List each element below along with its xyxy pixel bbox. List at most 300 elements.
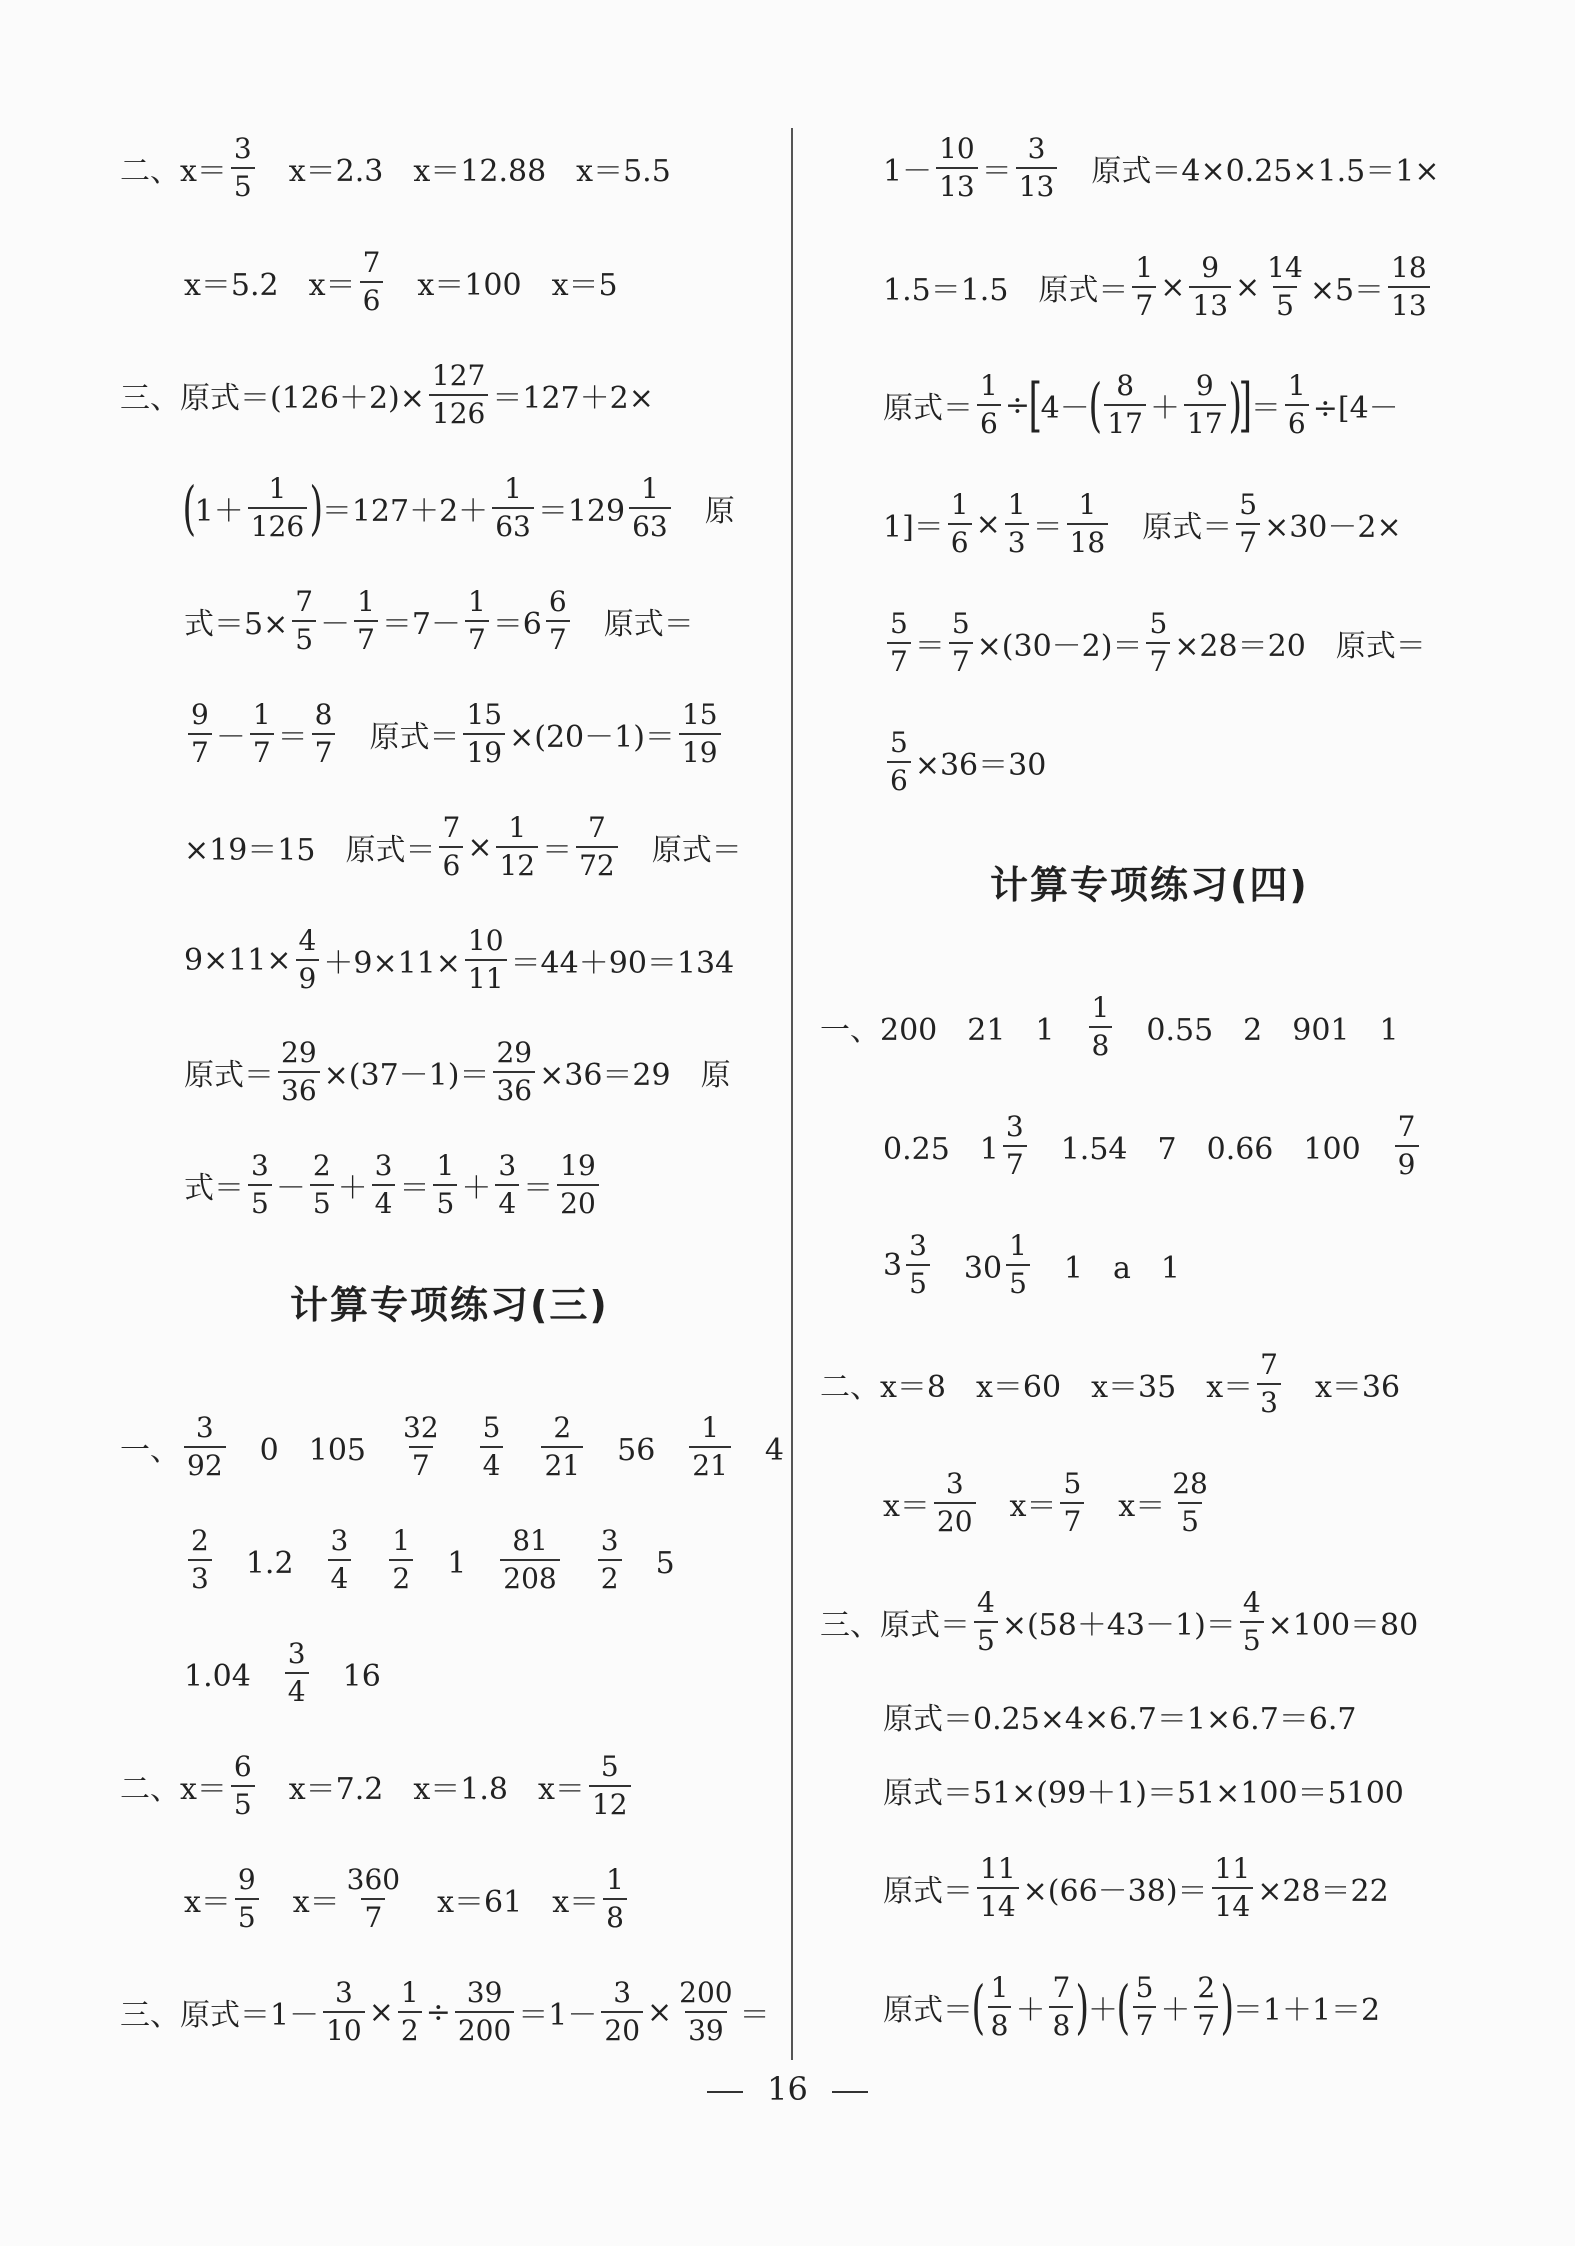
fraction — [1133, 1971, 1157, 2042]
answer-line — [120, 1746, 635, 1826]
fraction — [1257, 1348, 1281, 1419]
numerator: 11 — [1214, 1852, 1251, 1885]
denominator: 7 — [546, 620, 570, 654]
denominator: 5 — [310, 1184, 334, 1218]
fraction — [576, 811, 618, 882]
numerator: 10 — [467, 924, 504, 957]
denominator: 9 — [1395, 1145, 1419, 1179]
denominator: 3 — [188, 1559, 212, 1593]
expression-text: 式＝5× — [184, 607, 289, 642]
denominator: 6 — [887, 761, 911, 795]
denominator: 4 — [328, 1559, 352, 1593]
fraction — [248, 1149, 272, 1220]
answer-line — [184, 807, 742, 887]
denominator: 7 — [1133, 2006, 1157, 2040]
expression-text: ＋ — [337, 1171, 368, 1206]
fraction — [1169, 1467, 1211, 1538]
denominator: 8 — [988, 2006, 1012, 2040]
numerator: 15 — [681, 698, 718, 731]
denominator: 5 — [433, 1184, 457, 1218]
fraction — [496, 811, 538, 882]
expression-text — [507, 1425, 537, 1469]
denominator: 5 — [1006, 1264, 1030, 1298]
expression-text: ＝7－ — [381, 607, 461, 642]
numerator: 2 — [312, 1149, 331, 1182]
expression-text: x＝2.3 x＝12.88 x＝5.5 — [258, 154, 671, 189]
expression-text: 4 — [734, 1433, 785, 1468]
numerator: 7 — [1052, 1971, 1071, 2004]
expression-text: x＝5.2 x＝ — [184, 268, 356, 303]
denominator: 36 — [493, 1071, 535, 1105]
expression-text: 三、原式＝(126＋2)× — [120, 381, 425, 416]
answer-line — [883, 365, 1399, 445]
large-bracket: ) — [1220, 1973, 1235, 2041]
fraction — [1003, 1110, 1027, 1181]
expression-text: ＝ — [1250, 391, 1281, 426]
denominator: 7 — [409, 1446, 433, 1480]
denominator: 7 — [887, 642, 911, 676]
numerator: 39 — [466, 1976, 503, 2009]
denominator: 7 — [188, 733, 212, 767]
answer-line — [883, 1750, 1404, 1830]
expression-text — [564, 1538, 594, 1582]
denominator: 7 — [1194, 2006, 1218, 2040]
fraction — [557, 1149, 599, 1220]
numerator: 1 — [357, 585, 375, 618]
numerator: 4 — [298, 924, 317, 957]
denominator: 200 — [455, 2011, 514, 2045]
numerator: 1 — [392, 1524, 411, 1557]
numerator: 6 — [233, 1750, 252, 1783]
denominator: 7 — [1132, 286, 1156, 320]
answer-line — [184, 1633, 381, 1713]
expression-text: 二、x＝ — [120, 154, 227, 189]
large-bracket: ) — [1075, 1973, 1090, 2041]
denominator: 4 — [285, 1672, 309, 1706]
denominator: 63 — [629, 507, 671, 541]
answer-line — [184, 468, 735, 548]
expression-text: 0.55 2 901 1 — [1116, 1013, 1399, 1048]
fraction — [1016, 132, 1058, 203]
denominator: 6 — [1285, 404, 1309, 438]
expression-text: 1 a 1 — [1033, 1251, 1180, 1286]
denominator: 10 — [323, 2011, 365, 2045]
expression-text: ＝ — [542, 833, 573, 868]
expression-text: x＝ — [262, 1885, 340, 1920]
expression-text: ＝6 — [492, 607, 542, 642]
fraction — [1189, 251, 1231, 322]
expression-text: 0 105 — [229, 1433, 396, 1468]
fraction — [433, 1149, 457, 1220]
numerator: 3 — [233, 132, 252, 165]
expression-text: ＝ — [399, 1171, 430, 1206]
denominator: 7 — [1060, 1502, 1084, 1536]
fraction — [679, 698, 721, 769]
fraction — [601, 1976, 643, 2047]
denominator: 72 — [576, 846, 618, 880]
numerator: 3 — [498, 1149, 517, 1182]
numerator: 1 — [701, 1411, 720, 1444]
expression-text — [355, 1538, 385, 1582]
fraction — [492, 472, 534, 543]
answer-line — [820, 1344, 1400, 1424]
fraction — [676, 1976, 735, 2047]
section-heading: 计算专项练习(三) — [290, 1283, 609, 1327]
fraction — [603, 1863, 627, 1934]
expression-text: 原式＝ — [883, 1874, 973, 1909]
expression-text: ×36＝29 原 — [539, 1058, 731, 1093]
expression-text: ＝ — [523, 1171, 554, 1206]
answer-line — [184, 1859, 631, 1939]
expression-text: x＝100 x＝5 — [387, 268, 618, 303]
fraction — [934, 1467, 976, 1538]
denominator: 5 — [231, 1785, 255, 1819]
expression-text: 3 — [883, 1247, 903, 1283]
fraction — [977, 369, 1001, 440]
numerator: 360 — [346, 1863, 401, 1896]
answer-line — [184, 581, 694, 661]
fraction — [1060, 1467, 1084, 1538]
expression-text: 原式＝ — [883, 391, 973, 426]
numerator: 32 — [403, 1411, 439, 1444]
expression-text: ＝ — [277, 720, 308, 755]
answer-line — [883, 603, 1426, 683]
page-footer — [0, 2070, 1575, 2108]
fraction — [188, 1524, 212, 1595]
fraction — [285, 1637, 309, 1708]
denominator: 3 — [1257, 1383, 1281, 1417]
expression-text: ＋ — [1149, 391, 1180, 426]
expression-text: ×28＝20 原式＝ — [1174, 629, 1426, 664]
expression-text: ×(30－2)＝ — [976, 629, 1143, 664]
denominator: 20 — [934, 1502, 976, 1536]
answer-line — [184, 1520, 675, 1600]
expression-text: 1－ — [883, 154, 933, 189]
expression-text: 二、x＝ — [120, 1772, 227, 1807]
expression-text: x＝ — [883, 1489, 930, 1524]
answer-line — [120, 355, 654, 435]
denominator: 21 — [541, 1446, 583, 1480]
numerator: 1 — [950, 488, 969, 521]
numerator: 3 — [1027, 132, 1046, 165]
numerator: 3 — [330, 1524, 349, 1557]
denominator: 7 — [949, 642, 973, 676]
denominator: 36 — [278, 1071, 320, 1105]
numerator: 1 — [467, 585, 486, 618]
page-number: 16 — [767, 2070, 808, 2108]
expression-text: － — [215, 720, 246, 755]
expression-text: ＋ — [1015, 1993, 1046, 2028]
expression-text: ＝ — [739, 1998, 770, 2033]
large-bracket: ( — [182, 474, 197, 542]
numerator: 3 — [251, 1149, 269, 1182]
fraction — [439, 811, 463, 882]
fraction — [248, 472, 307, 543]
expression-text: ＝ — [914, 629, 945, 664]
fraction — [372, 1149, 396, 1220]
expression-text: 56 — [587, 1433, 686, 1468]
expression-text: ×(66－38)＝ — [1022, 1874, 1208, 1909]
footer-dash-left — [707, 2091, 743, 2093]
answer-line — [184, 1032, 731, 1112]
denominator: 20 — [601, 2011, 643, 2045]
denominator: 2 — [398, 2011, 422, 2045]
expression-text: 1]＝ — [883, 510, 944, 545]
numerator: 5 — [1135, 1971, 1154, 2004]
denominator: 208 — [500, 1559, 559, 1593]
answer-line — [883, 722, 1046, 802]
denominator: 20 — [557, 1184, 599, 1218]
answer-line — [883, 484, 1402, 564]
section-heading: 计算专项练习(四) — [990, 863, 1309, 907]
numerator: 5 — [951, 607, 970, 640]
expression-text: 原式＝ — [573, 607, 694, 642]
fraction — [936, 132, 978, 203]
answer-line — [120, 128, 671, 208]
expression-text: 原式＝ — [339, 720, 460, 755]
numerator: 1 — [504, 472, 522, 505]
numerator: 1 — [436, 1149, 455, 1182]
large-bracket: [ — [1028, 371, 1043, 439]
numerator: 10 — [939, 132, 975, 165]
fraction — [906, 1229, 930, 1300]
expression-text: ＋ — [461, 1171, 492, 1206]
denominator: 17 — [1104, 404, 1146, 438]
expression-text: 1＋ — [194, 494, 244, 529]
answer-line — [184, 920, 734, 1000]
expression-text: x＝7.2 x＝1.8 x＝ — [258, 1772, 585, 1807]
numerator: 7 — [588, 811, 606, 844]
fraction — [188, 698, 212, 769]
denominator: 4 — [372, 1184, 396, 1218]
numerator: 19 — [560, 1149, 596, 1182]
denominator: 13 — [1016, 167, 1058, 201]
denominator: 6 — [977, 404, 1001, 438]
expression-text: 0.25 1 — [883, 1132, 999, 1167]
answer-line — [883, 247, 1434, 327]
denominator: 126 — [248, 507, 307, 541]
numerator: 2 — [191, 1524, 209, 1557]
numerator: 9 — [1201, 251, 1220, 284]
expression-text: ×100＝80 — [1267, 1608, 1419, 1643]
expression-text: ÷[4－ — [1312, 391, 1399, 426]
numerator: 9 — [191, 698, 209, 731]
expression-text: × — [1235, 269, 1261, 305]
expression-text: 1 — [417, 1546, 497, 1581]
expression-text: 一、 — [120, 1433, 180, 1468]
fraction — [398, 1976, 422, 2047]
expression-text: 9×11× — [184, 942, 292, 978]
answer-line — [820, 1582, 1418, 1662]
expression-text: 一、200 21 1 — [820, 1013, 1085, 1048]
fraction — [689, 1411, 731, 1482]
numerator: 18 — [1391, 251, 1427, 284]
answer-line — [883, 1848, 1389, 1928]
expression-text: ×36＝30 — [914, 748, 1047, 783]
fraction — [328, 1524, 352, 1595]
fraction — [541, 1411, 583, 1482]
expression-text: ＝ — [981, 154, 1012, 189]
numerator: 5 — [1239, 488, 1258, 521]
expression-text: ＝1－ — [518, 1998, 598, 2033]
answer-line — [883, 1967, 1380, 2047]
answer-line — [184, 694, 725, 774]
fraction — [310, 1149, 334, 1220]
expression-text: x＝ — [184, 1885, 231, 1920]
fraction — [344, 1863, 403, 1934]
denominator: 5 — [1178, 1502, 1202, 1536]
numerator: 5 — [890, 607, 908, 640]
fraction — [1104, 369, 1146, 440]
fraction — [1067, 488, 1109, 559]
numerator: 5 — [1063, 1467, 1082, 1500]
expression-text: ×19＝15 原式＝ — [184, 833, 436, 868]
fraction — [354, 585, 378, 656]
fraction — [360, 246, 384, 317]
expression-text: ＋ — [1087, 1993, 1118, 2028]
expression-text: ×(20－1)＝ — [509, 720, 675, 755]
numerator: 5 — [482, 1411, 501, 1444]
numerator: 7 — [295, 585, 314, 618]
numerator: 2 — [1197, 1971, 1216, 2004]
fraction — [887, 726, 911, 797]
denominator: 4 — [480, 1446, 504, 1480]
numerator: 7 — [362, 246, 381, 279]
denominator: 7 — [1236, 523, 1260, 557]
numerator: 3 — [287, 1637, 306, 1670]
fraction — [231, 132, 255, 203]
numerator: 1 — [252, 698, 271, 731]
fraction — [495, 1149, 519, 1220]
numerator: 1 — [508, 811, 527, 844]
fraction — [949, 607, 973, 678]
denominator: 21 — [689, 1446, 731, 1480]
expression-text: 原式＝4×0.25×1.5＝1× — [1061, 154, 1440, 189]
fraction — [455, 1976, 514, 2047]
fraction — [1236, 488, 1260, 559]
answer-line — [820, 987, 1399, 1067]
large-bracket: ( — [971, 1973, 986, 2041]
fraction — [1212, 1852, 1254, 1923]
denominator: 5 — [231, 167, 255, 201]
expression-text: × — [647, 1994, 673, 2030]
expression-text: 三、原式＝1－ — [120, 1998, 320, 2033]
denominator: 5 — [292, 620, 316, 654]
fraction — [546, 585, 570, 656]
fraction — [948, 488, 972, 559]
expression-text: ＋9×11× — [323, 946, 461, 981]
expression-text: x＝ — [1088, 1489, 1166, 1524]
denominator: 2 — [598, 1559, 622, 1593]
numerator: 1 — [641, 472, 659, 505]
numerator: 5 — [890, 726, 908, 759]
fraction — [977, 1852, 1019, 1923]
numerator: 8 — [1116, 369, 1135, 402]
fraction — [887, 607, 911, 678]
numerator: 1 — [400, 1976, 419, 2009]
numerator: 1 — [990, 1971, 1009, 2004]
denominator: 5 — [906, 1264, 930, 1298]
denominator: 9 — [296, 959, 320, 993]
expression-text: ＝129 — [537, 494, 626, 529]
numerator: 7 — [1260, 1348, 1278, 1381]
expression-text: ＝ — [1032, 510, 1063, 545]
numerator: 127 — [431, 359, 486, 392]
denominator: 39 — [685, 2011, 727, 2045]
fraction — [1395, 1110, 1419, 1181]
expression-text: ＝127＋2＋ — [321, 494, 489, 529]
denominator: 92 — [184, 1446, 226, 1480]
fraction — [1006, 1229, 1030, 1300]
numerator: 3 — [613, 1976, 632, 2009]
expression-text: 30 — [933, 1251, 1003, 1286]
denominator: 7 — [1146, 642, 1170, 676]
answer-line — [184, 242, 618, 322]
expression-text: 原式＝ — [184, 1058, 274, 1093]
denominator: 8 — [1089, 1026, 1113, 1060]
expression-text: 4－ — [1040, 391, 1090, 426]
fraction — [629, 472, 671, 543]
expression-text: × — [1160, 269, 1186, 305]
numerator: 1 — [1091, 991, 1110, 1024]
denominator: 126 — [429, 394, 488, 428]
expression-text: ＋ — [1160, 1993, 1191, 2028]
expression-text: ×(37－1)＝ — [323, 1058, 490, 1093]
denominator: 14 — [977, 1887, 1019, 1921]
denominator: 19 — [679, 733, 721, 767]
fraction — [184, 1411, 226, 1482]
expression-text: 1.5＝1.5 原式＝ — [883, 273, 1129, 308]
numerator: 9 — [1195, 369, 1214, 402]
fraction — [500, 1524, 559, 1595]
fraction — [465, 585, 489, 656]
numerator: 15 — [466, 698, 503, 731]
denominator: 6 — [948, 523, 972, 557]
denominator: 2 — [389, 1559, 413, 1593]
expression-text: 原式＝ — [621, 833, 742, 868]
denominator: 6 — [360, 281, 384, 315]
answer-line — [883, 1106, 1423, 1186]
large-bracket: ) — [309, 474, 324, 542]
numerator: 9 — [237, 1863, 256, 1896]
expression-text: ×30－2× — [1264, 510, 1402, 545]
expression-text: x＝61 x＝ — [407, 1885, 600, 1920]
denominator: 4 — [495, 1184, 519, 1218]
numerator: 5 — [1149, 607, 1168, 640]
expression-text — [446, 1425, 476, 1469]
fraction — [1264, 251, 1306, 322]
numerator: 7 — [442, 811, 461, 844]
denominator: 17 — [1184, 404, 1226, 438]
answer-line — [883, 1225, 1180, 1305]
answer-line — [120, 1407, 784, 1487]
fraction — [974, 1586, 998, 1657]
numerator: 29 — [496, 1036, 533, 1069]
numerator: 200 — [679, 1976, 733, 2009]
denominator: 5 — [1273, 286, 1297, 320]
denominator: 5 — [1240, 1621, 1264, 1655]
numerator: 4 — [977, 1586, 995, 1619]
denominator: 7 — [361, 1898, 385, 1932]
denominator: 13 — [1189, 286, 1231, 320]
expression-text: 1.2 — [215, 1546, 324, 1581]
numerator: 29 — [281, 1036, 317, 1069]
fraction — [235, 1863, 259, 1934]
fraction — [1194, 1971, 1218, 2042]
numerator: 1 — [1007, 488, 1026, 521]
expression-text: ＝1＋1＝2 — [1232, 1993, 1381, 2028]
denominator: 6 — [439, 846, 463, 880]
